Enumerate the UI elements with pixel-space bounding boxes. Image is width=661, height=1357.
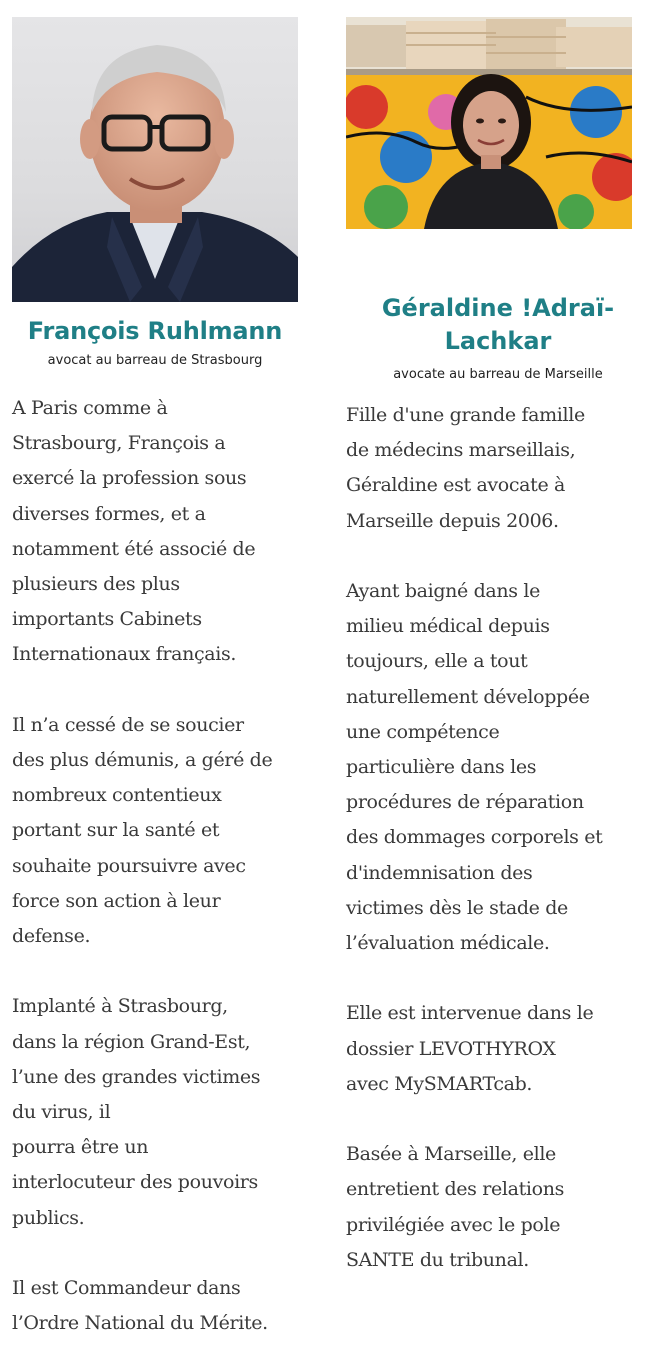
- bio-francois: [12, 391, 317, 1341]
- bio-paragraph: Il est Commandeur dans l’Ordre National du Mérite.: [12, 1277, 268, 1335]
- name-francois: François Ruhlmann: [27, 317, 283, 345]
- portrait-illustration-geraldine: [346, 17, 632, 229]
- role-geraldine: avocate au barreau de Marseille: [393, 367, 603, 382]
- role-francois: avocat au barreau de Strasbourg: [47, 353, 263, 368]
- portrait-illustration-francois: [12, 17, 298, 302]
- bio-paragraph: Implanté à Strasbourg, dans la région Grand-Est, l’une des grandes victimes du virus, il pourra être un interlocuteur des pouvoirs publics.: [12, 995, 261, 1229]
- bio-paragraph: Il n’a cessé de se soucier des plus démunis, a géré de nombreux contentieux portant sur la santé et souhaite poursuivre avec force son action à leur defense.: [12, 713, 273, 948]
- portrait-photo-francois: [12, 17, 298, 302]
- name-geraldine: [335, 292, 661, 358]
- name-geraldine-text: Géraldine !Adraï- Lachkar: [381, 294, 615, 355]
- bio-paragraph: Elle est intervenue dans le dossier LEVOTHYROX avec MySMARTcab.: [346, 1002, 594, 1095]
- bio-geraldine: [346, 398, 661, 1278]
- bio-paragraph: Ayant baigné dans le milieu médical depuis toujours, elle a tout naturellement développée une compétence particulière dans les procédures de réparation des dommages corporels et d'indemnisation des victimes dès le stade de l’évaluation médicale.: [346, 580, 603, 955]
- bio-paragraph: Fille d'une grande famille de médecins marseillais, Géraldine est avocate à Marseille depuis 2006.: [346, 404, 585, 532]
- bio-paragraph: Basée à Marseille, elle entretient des relations privilégiée avec le pole SANTE du tribunal.: [346, 1143, 564, 1271]
- bio-paragraph: A Paris comme à Strasbourg, François a exercé la profession sous diverses formes, et a notamment été associé de plusieurs des plus importants Cabinets Internationaux français.: [12, 397, 256, 666]
- portrait-photo-geraldine: [346, 17, 632, 229]
